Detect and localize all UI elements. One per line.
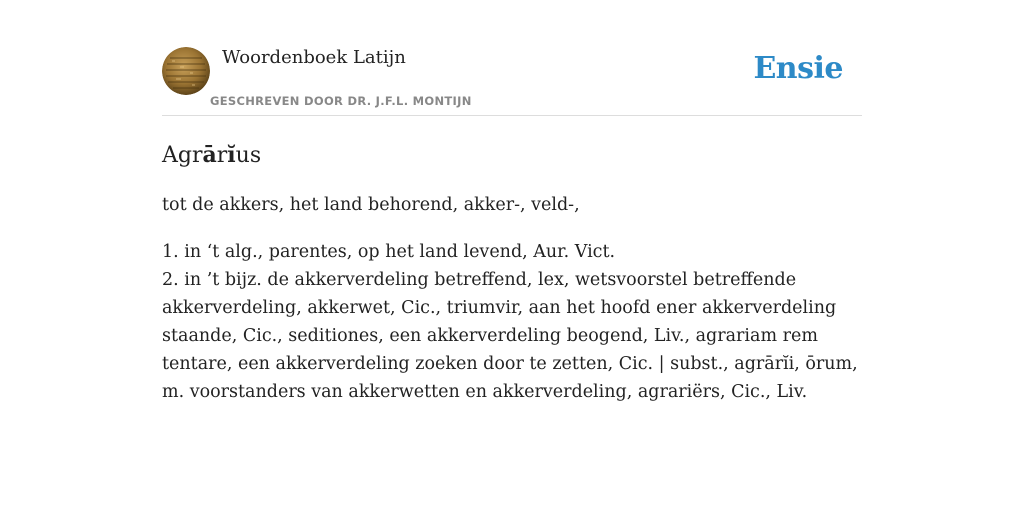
author-byline: GESCHREVEN DOOR DR. J.F.L. MONTIJN bbox=[210, 94, 472, 108]
headword-part: us bbox=[235, 143, 262, 168]
headword-part: r bbox=[216, 143, 228, 168]
brand-logo[interactable]: Ensie bbox=[753, 51, 843, 86]
headword-part: Agr bbox=[162, 143, 203, 168]
definition-intro: tot de akkers, het land behorend, akker-, veld-, bbox=[162, 195, 580, 215]
page-container bbox=[162, 46, 862, 406]
definition-sense-1: 1. in ‘t alg., parentes, op het land levend, Aur. Vict. bbox=[162, 242, 616, 262]
definition-sense-2: 2. in ’t bijz. de akkerverdeling betreffend, lex, wetsvoorstel betreffende akkerverdeling, akkerwet, Cic., triumvir, aan het hoofd ener akkerverdeling staande, Cic., seditiones, een akkerverdeling beogend, Liv., agrariam rem tentare, een akkerverdeling zoeken door te zetten, Cic. | subst., agrārĭi, ōrum, m. voorstanders van akkerwetten en akkerverdeling, agrariërs, Cic., Liv. bbox=[162, 270, 858, 402]
headword-part-short-i: ĭ bbox=[227, 142, 236, 168]
headword-part-long-a: ā bbox=[202, 142, 217, 168]
entry-definition bbox=[162, 191, 862, 406]
page-header bbox=[162, 46, 862, 116]
dictionary-title[interactable]: Woordenboek Latijn bbox=[222, 47, 406, 68]
entry-headword bbox=[162, 140, 862, 171]
latin-coin-logo-icon[interactable] bbox=[162, 47, 210, 95]
